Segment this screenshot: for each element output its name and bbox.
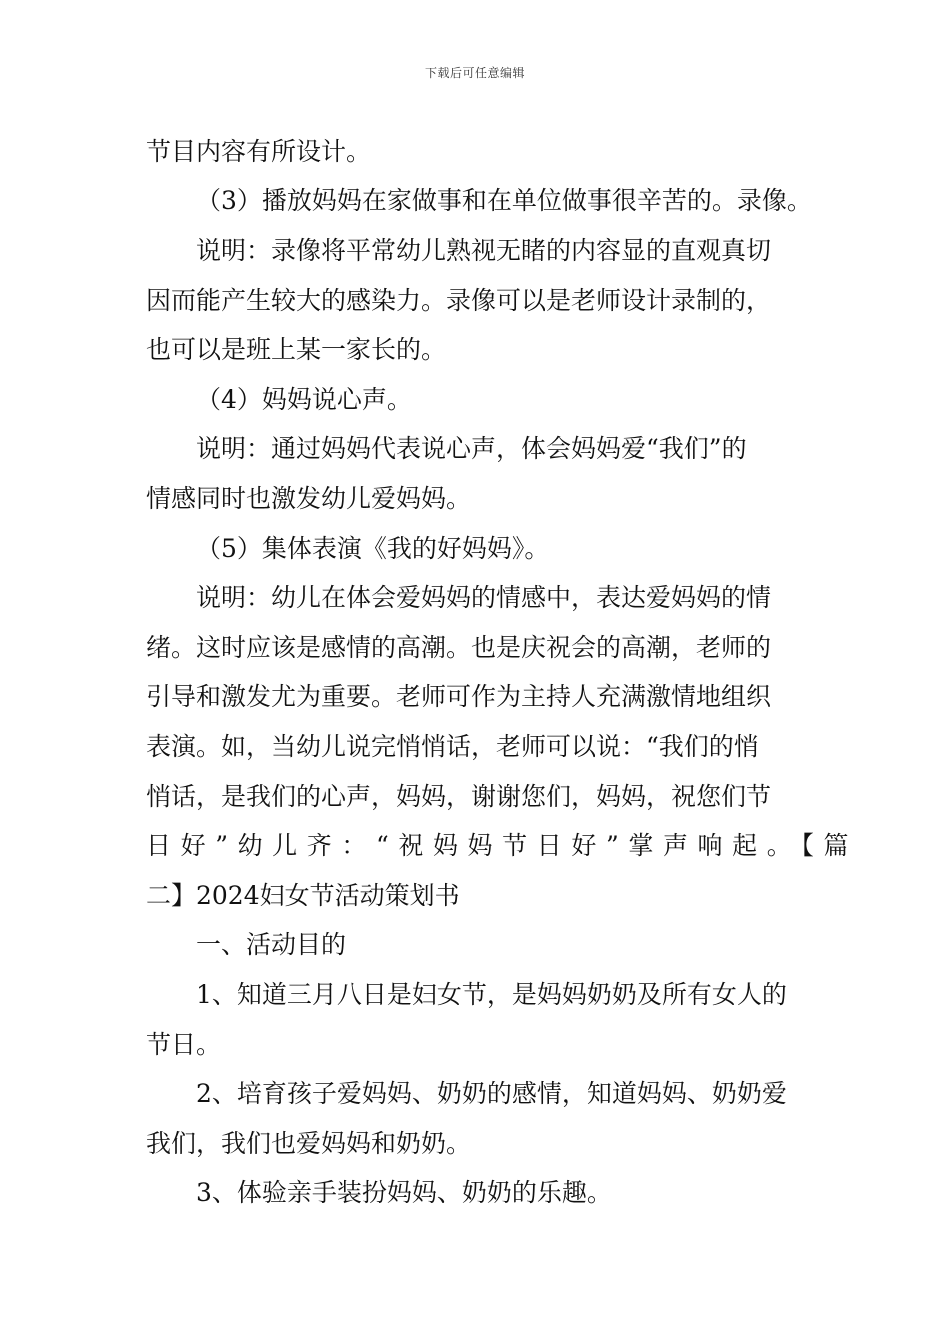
paragraph-line: 情感同时也激发幼儿爱妈妈。 <box>146 484 472 513</box>
paragraph-line: 也可以是班上某一家长的。 <box>146 335 447 364</box>
paragraph-line: 节目内容有所设计。 <box>146 137 372 166</box>
paragraph-line: 引导和激发尤为重要。老师可作为主持人充满激情地组织 <box>146 682 772 711</box>
paragraph-line: 2、培育孩子爱妈妈、奶奶的感情，知道妈妈、奶奶爱 <box>196 1079 787 1108</box>
paragraph-line: 3、体验亲手装扮妈妈、奶奶的乐趣。 <box>196 1178 612 1207</box>
paragraph-line: 悄话，是我们的心声，妈妈，谢谢您们，妈妈，祝您们节 <box>146 782 772 811</box>
page-header-watermark: 下载后可任意编辑 <box>424 66 525 80</box>
paragraph-line: 节日。 <box>146 1030 222 1059</box>
paragraph-line: 表演。如，当幼儿说完悄悄话，老师可以说：“我们的悄 <box>146 732 759 761</box>
paragraph-line: 我们，我们也爱妈妈和奶奶。 <box>146 1129 472 1158</box>
paragraph-line: 说明：通过妈妈代表说心声，体会妈妈爱“我们”的 <box>196 434 747 463</box>
paragraph-line: 日好”幼儿齐：“祝妈妈节日好”掌声响起。【篇 <box>146 831 859 860</box>
section-heading-line: 二】2024妇女节活动策划书 <box>146 881 460 910</box>
paragraph-line: 说明：录像将平常幼儿熟视无睹的内容显的直观真切 <box>196 236 772 265</box>
paragraph-line: 说明：幼儿在体会爱妈妈的情感中，表达爱妈妈的情 <box>196 583 772 612</box>
paragraph-line: 绪。这时应该是感情的高潮。也是庆祝会的高潮，老师的 <box>146 633 772 662</box>
paragraph-line: （4）妈妈说心声。 <box>196 385 412 414</box>
paragraph-line: （3）播放妈妈在家做事和在单位做事很辛苦的。录像。 <box>196 186 812 215</box>
paragraph-line: 1、知道三月八日是妇女节，是妈妈奶奶及所有女人的 <box>196 980 787 1009</box>
paragraph-line: 因而能产生较大的感染力。录像可以是老师设计录制的， <box>146 286 772 315</box>
subsection-heading: 一、活动目的 <box>196 930 347 959</box>
paragraph-line: （5）集体表演《我的好妈妈》。 <box>196 534 550 563</box>
